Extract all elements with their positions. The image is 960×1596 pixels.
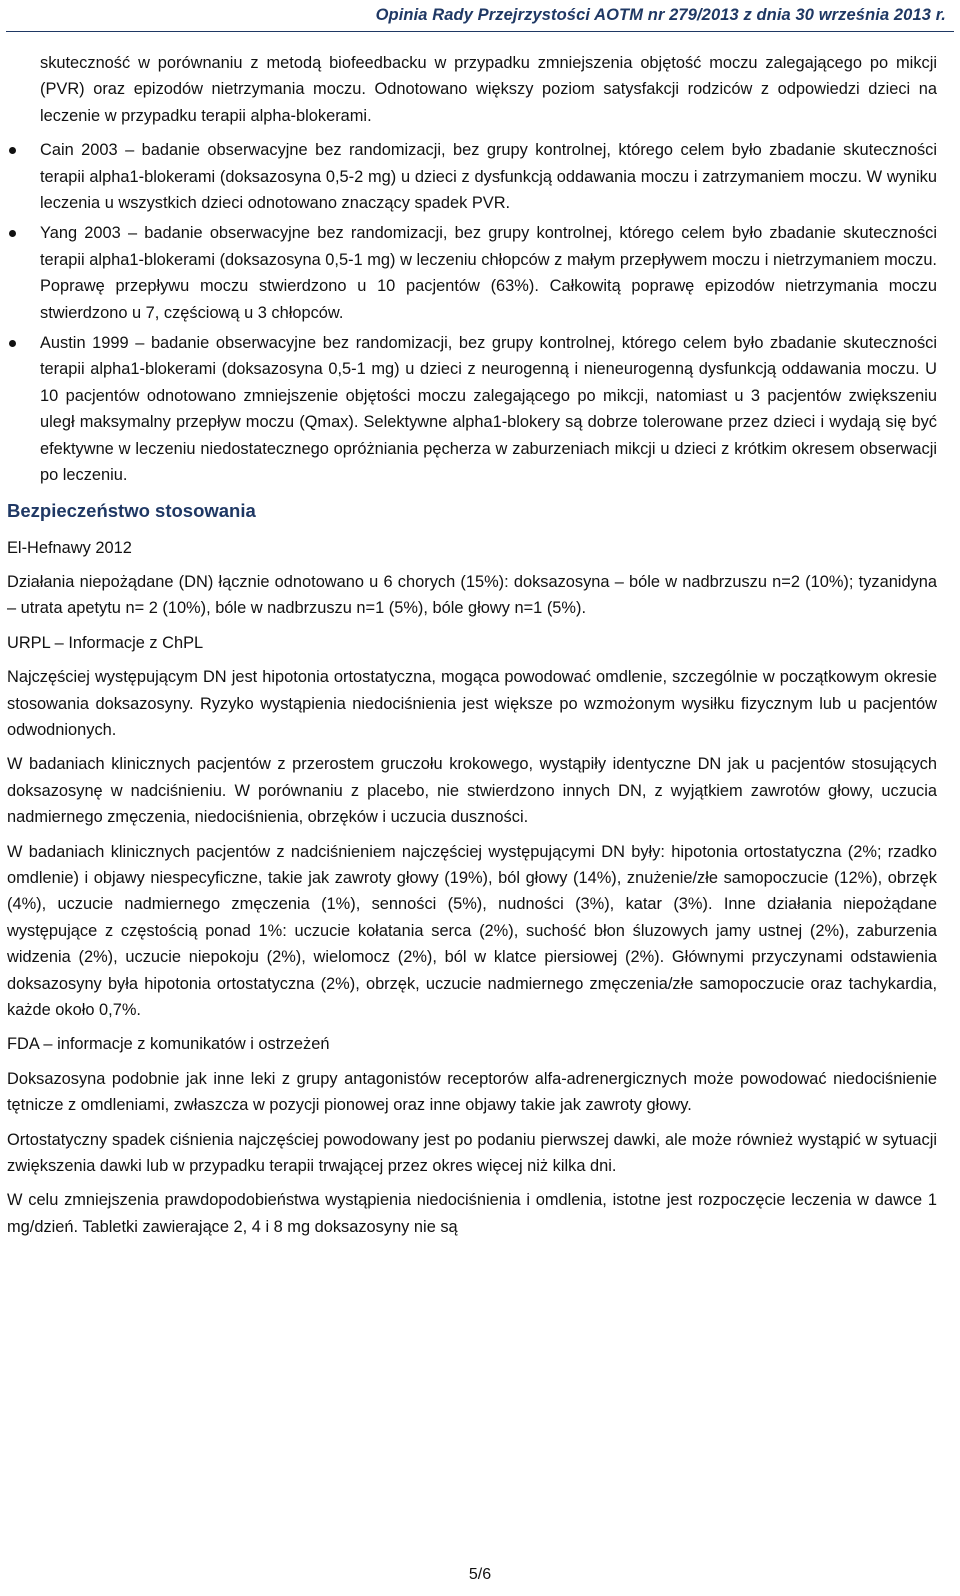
source-label-urpl: URPL – Informacje z ChPL xyxy=(7,633,204,652)
urpl-paragraph: W badaniach klinicznych pacjentów z nadciśnieniem najczęściej występującymi DN były: hipotonia ortostatyczna (2%; rzadko omdlenie) i objawy niespecyficzne, takie jak zawroty głowy (19%), ból głowy (14%), znużenie/złe samopoczucie (12%), obrzęk (4%), uczucie nadmiernego zmęczenia (1%), senności (5%), nudności (3%), katar (3%). Inne działania niepożądane występujące z częstością ponad 1%: uczucie kołatania serca (2%), suchość błon śluzowych jamy ustnej (2%), zaburzenia widzenia (2%), uczucie niepokoju (2%), wielomocz (2%), ból w klatce piersiowej (2%). Głównymi przyczynami odstawienia doksazosyny była hipotonia ortostatyczna (2%), obrzęk, uczucie nadmiernego zmęczenia/złe samopoczucie oraz tachykardia, każde około 0,7%. xyxy=(7,842,937,1019)
list-item xyxy=(7,137,937,216)
list-item-text: Austin 1999 – badanie obserwacyjne bez randomizacji, bez grupy kontrolnej, którego celem było zbadanie skuteczności terapii alpha1-blokerami (doksazosyna 0,5-1 mg) u dzieci z neurogenną i nieneurogenną dysfunkcją oddawania moczu. U 10 pacjentów odnotowano zmniejszenie objętości moczu zalegającego po mikcji, natomiast u 3 pacjentów zwiększeniu uległ maksymalny przepływ moczu (Qmax). Selektywne alpha1-blokery są dobrze tolerowane przez dzieci i wydają się być efektywne w leczeniu niedostatecznego opróżniania pęcherza w zaburzeniach mikcji u dzieci z krótkim okresem obserwacji po leczeniu. xyxy=(40,334,937,485)
bullet-icon xyxy=(9,230,16,237)
urpl-paragraph: W badaniach klinicznych pacjentów z przerostem gruczołu krokowego, wystąpiły identyczne DN jak u pacjentów stosujących doksazosynę w nadciśnieniu. W porównaniu z placebo, nie stwierdzono innych DN, z wyjątkiem zawrotów głowy, uczucia nadmiernego zmęczenia, niedociśnienia, obrzęków i uczucia duszności. xyxy=(7,755,937,827)
list-item xyxy=(7,330,937,488)
page-number: 5/6 xyxy=(468,1566,492,1583)
header-rule xyxy=(6,31,954,32)
continuation-paragraph: skuteczność w porównaniu z metodą biofeedbacku w przypadku zmniejszenia objętość moczu zalegającego po mikcji (PVR) oraz epizodów nietrzymania moczu. Odnotowano większy poziom satysfakcji rodziców z odpowiedzi dzieci na leczenie w przypadku terapii alpha-blokerami. xyxy=(40,54,937,125)
elhefnawy-paragraph: Działania niepożądane (DN) łącznie odnotowano u 6 chorych (15%): doksazosyna – bóle w nadbrzuszu n=2 (10%); tyzanidyna – utrata apetytu n= 2 (10%), bóle w nadbrzuszu n=1 (5%), bóle głowy n=1 (5%). xyxy=(7,572,937,618)
source-label-fda: FDA – informacje z komunikatów i ostrzeżeń xyxy=(7,1035,330,1054)
document-body xyxy=(7,50,937,1248)
fda-paragraph: Ortostatyczny spadek ciśnienia najczęściej powodowany jest po podaniu pierwszej dawki, ale może również wystąpić w sytuacji zwiększenia dawki lub w przypadku terapii trwającej przez okres więcej niż kilka dni. xyxy=(7,1130,937,1176)
list-item-text: Cain 2003 – badanie obserwacyjne bez randomizacji, bez grupy kontrolnej, którego celem było zbadanie skuteczności terapii alpha1-blokerami (doksazosyna 0,5-2 mg) u dzieci z dysfunkcją oddawania moczu i zatrzymaniem moczu. W wyniku leczenia u wszystkich dzieci odnotowano znaczący spadek PVR. xyxy=(40,141,937,213)
study-list xyxy=(7,137,937,488)
urpl-paragraph: Najczęściej występującym DN jest hipotonia ortostatyczna, mogąca powodować omdlenie, szczególnie w początkowym okresie stosowania doksazosyny. Ryzyko wystąpienia niedociśnienia jest większe po wzmożonym wysiłku fizycznym lub u pacjentów odwodnionych. xyxy=(7,668,937,739)
page-header: Opinia Rady Przejrzystości AOTM nr 279/2013 z dnia 30 września 2013 r. xyxy=(375,6,946,24)
list-item xyxy=(7,220,937,326)
section-heading: Bezpieczeństwo stosowania xyxy=(7,499,256,521)
fda-paragraph: Doksazosyna podobnie jak inne leki z grupy antagonistów receptorów alfa-adrenergicznych może powodować niedociśnienie tętnicze z omdleniami, zwłaszcza w pozycji pionowej oraz inne objawy takie jak zawroty głowy. xyxy=(7,1069,937,1115)
fda-paragraph: W celu zmniejszenia prawdopodobieństwa wystąpienia niedociśnienia i omdlenia, istotne jest rozpoczęcie leczenia w dawce 1 mg/dzień. Tabletki zawierające 2, 4 i 8 mg doksazosyny nie są xyxy=(7,1191,937,1236)
source-label-elhefnawy: El-Hefnawy 2012 xyxy=(7,538,132,557)
list-item-text: Yang 2003 – badanie obserwacyjne bez randomizacji, bez grupy kontrolnej, którego celem było zbadanie skuteczności terapii alpha1-blokerami (doksazosyna 0,5-1 mg) w leczeniu chłopców z małym przepływem moczu i nietrzymaniem moczu. Poprawę przepływu moczu stwierdzono u 10 pacjentów (63%). Całkowitą poprawę epizodów nietrzymania moczu stwierdzono u 7, częściową u 3 chłopców. xyxy=(40,224,937,322)
bullet-icon xyxy=(9,147,16,154)
bullet-icon xyxy=(9,340,16,347)
